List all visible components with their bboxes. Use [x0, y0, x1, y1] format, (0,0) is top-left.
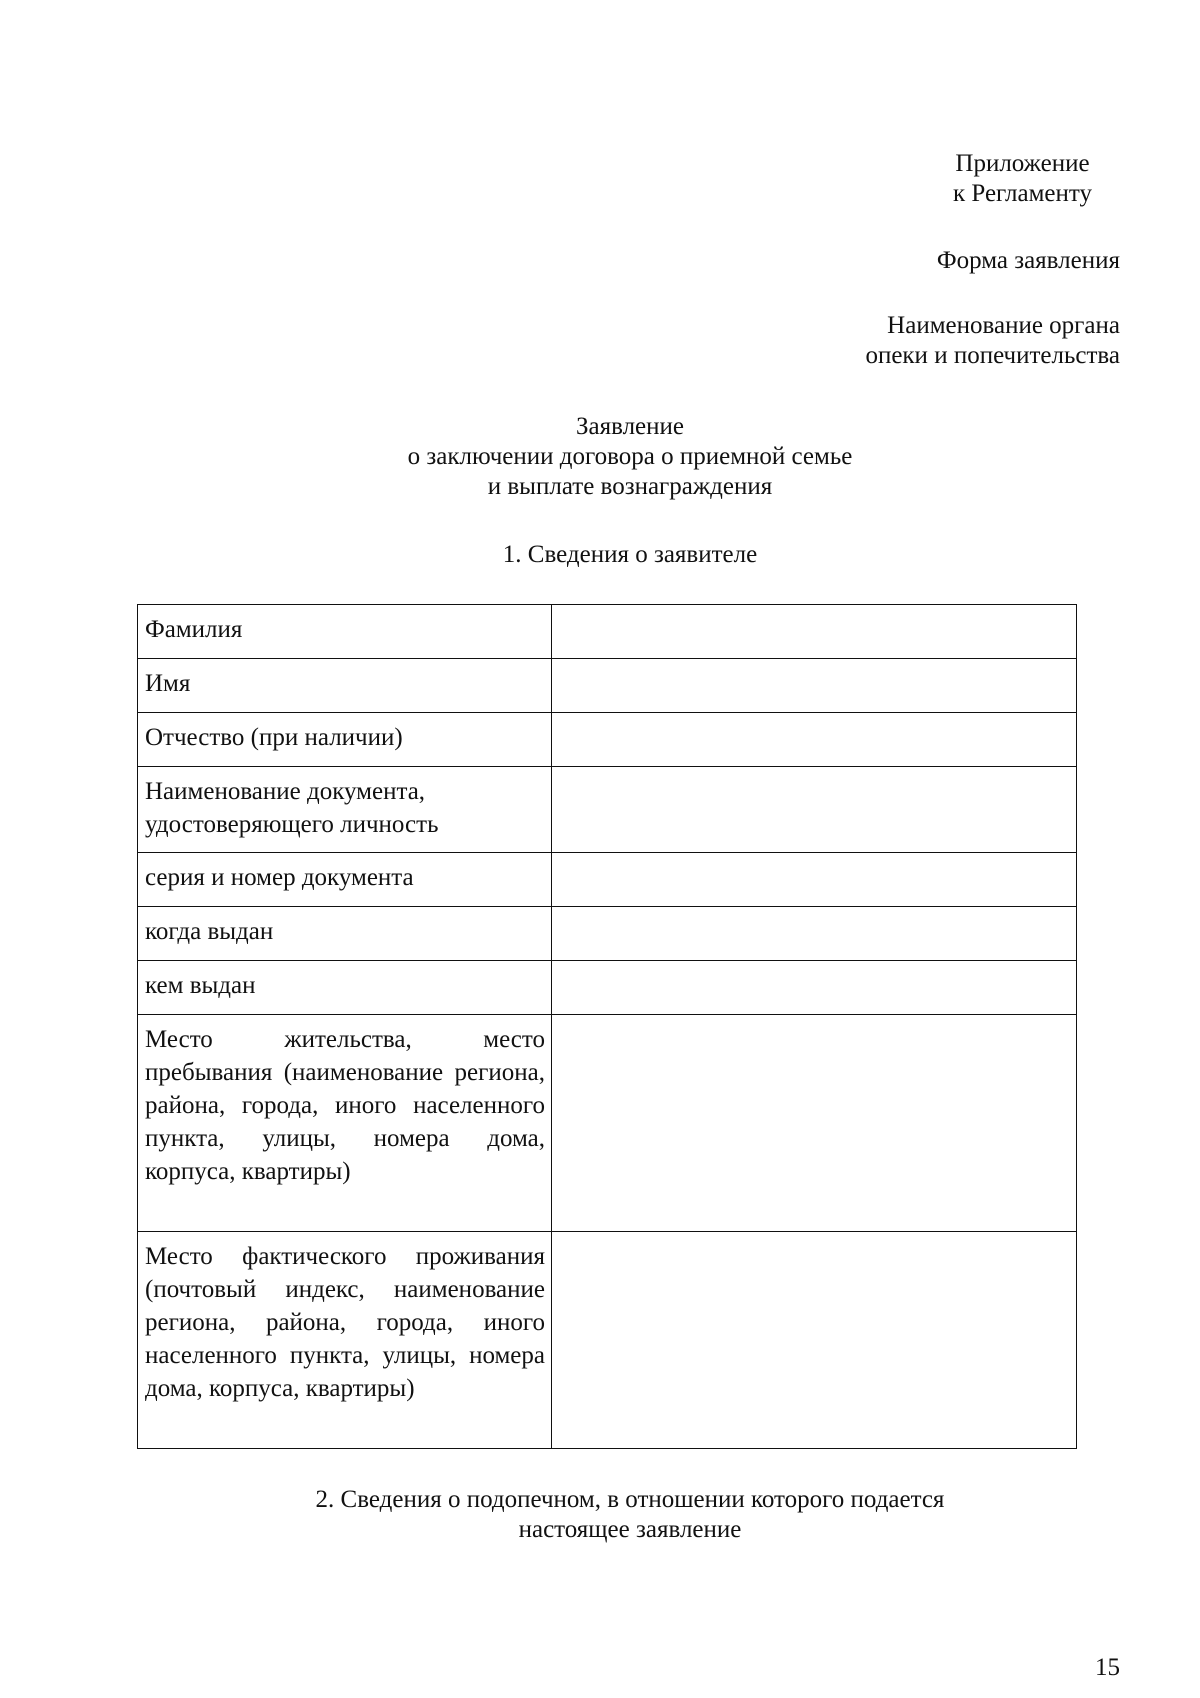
row-label-issued-by: кем выдан: [138, 961, 552, 1015]
row-label-issue-date: когда выдан: [138, 907, 552, 961]
page-number: 15: [1095, 1654, 1120, 1681]
authority-line-2: опеки и попечительства: [865, 342, 1120, 369]
row-label-registration-address: Место жительства, место пребывания (наименование региона, района, города, иного населенного пункта, улицы, номера дома, корпуса, квартиры): [138, 1015, 552, 1232]
authority-line-1: Наименование органа: [887, 312, 1120, 339]
row-label-name: Имя: [138, 659, 552, 713]
section-2-line-2: настоящее заявление: [518, 1516, 742, 1543]
form-type-label: Форма заявления: [936, 247, 1120, 274]
appendix-line-1: Приложение: [955, 150, 1090, 177]
document-title: [0, 412, 1200, 502]
table-row: [138, 961, 1077, 1015]
table-row: [138, 713, 1077, 767]
title-line-1: Заявление: [575, 413, 685, 440]
table-row: [138, 767, 1077, 853]
title-line-3: и выплате вознаграждения: [487, 473, 773, 500]
row-label-actual-address: Место фактического проживания (почтовый индекс, наименование региона, района, города, иного населенного пункта, улицы, номера дома, корпуса, квартиры): [138, 1232, 552, 1449]
row-value-name[interactable]: [552, 659, 1077, 713]
section-1-heading: 1. Сведения о заявителе: [502, 541, 758, 568]
row-value-issue-date[interactable]: [552, 907, 1077, 961]
appendix-line-2: к Регламенту: [952, 180, 1092, 207]
title-line-2: о заключении договора о приемной семье: [407, 443, 853, 470]
row-value-patronymic[interactable]: [552, 713, 1077, 767]
row-value-surname[interactable]: [552, 605, 1077, 659]
section-2-line-1: 2. Сведения о подопечном, в отношении которого подается: [315, 1486, 945, 1513]
appendix-label: [953, 149, 1092, 209]
row-value-doc-number[interactable]: [552, 853, 1077, 907]
row-label-doc-number: серия и номер документа: [138, 853, 552, 907]
table-row: [138, 907, 1077, 961]
table-row: [138, 1015, 1077, 1232]
row-label-surname: Фамилия: [138, 605, 552, 659]
row-value-registration-address[interactable]: [552, 1015, 1077, 1232]
row-value-id-document[interactable]: [552, 767, 1077, 853]
authority-name-placeholder: [865, 311, 1120, 371]
table-row: [138, 1232, 1077, 1449]
applicant-info-table: [137, 604, 1077, 1449]
table-row: [138, 659, 1077, 713]
table-row: [138, 853, 1077, 907]
row-value-actual-address[interactable]: [552, 1232, 1077, 1449]
row-label-id-document: Наименование документа, удостоверяющего личность: [138, 767, 552, 853]
row-value-issued-by[interactable]: [552, 961, 1077, 1015]
table-row: [138, 605, 1077, 659]
row-label-patronymic: Отчество (при наличии): [138, 713, 552, 767]
section-2-heading: [0, 1485, 1200, 1545]
